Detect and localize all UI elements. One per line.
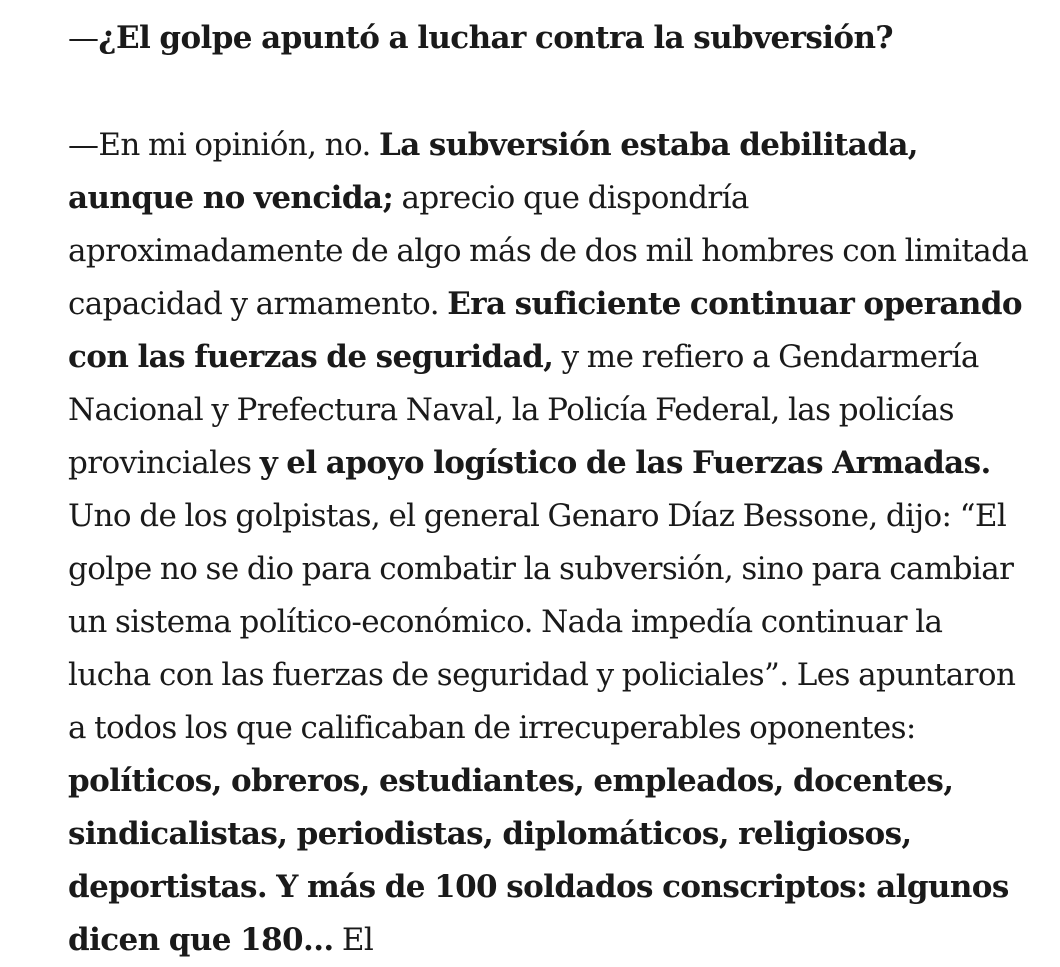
answer-segment: —En mi opinión, no. [68, 127, 380, 163]
answer-segment: aprecio que dispondría aproximadamente de algo más de dos mil hombres con limitada capacidad y armamento. [68, 180, 1029, 322]
answer-segment: y me refiero a Gendarmería Nacional y Prefectura Naval, la Policía Federal, las policías provinciales [68, 339, 979, 481]
question-dash: — [68, 20, 99, 56]
answer-segment: Uno de los golpistas, el general Genaro Díaz Bessone, dijo: “El golpe no se dio para combatir la subversión, sino para cambiar un sistema político-económico. Nada impedía continuar la lucha con las fuerzas de seguridad y policiales”. Les apuntaron a todos los que calificaban de irrecuperables oponentes: [68, 498, 1016, 746]
interview-question [68, 12, 1030, 65]
answer-segment-bold: y el apoyo logístico de las Fuerzas Armadas. [259, 445, 991, 481]
question-text: ¿El golpe apuntó a luchar contra la subversión? [98, 20, 893, 56]
article-body [68, 12, 1030, 967]
answer-segment-bold: políticos, obreros, estudiantes, empleados, docentes, sindicalistas, periodistas, diplomáticos, religiosos, deportistas. Y más de 100 soldados conscriptos: algunos dicen que 180... [68, 763, 1009, 958]
answer-segment-bold: La subversión estaba debilitada, aunque no vencida; [68, 127, 918, 216]
answer-segment: El [333, 922, 374, 958]
answer-segment-bold: Era suficiente continuar operando con las fuerzas de seguridad, [68, 286, 1022, 375]
interview-answer [68, 119, 1030, 967]
